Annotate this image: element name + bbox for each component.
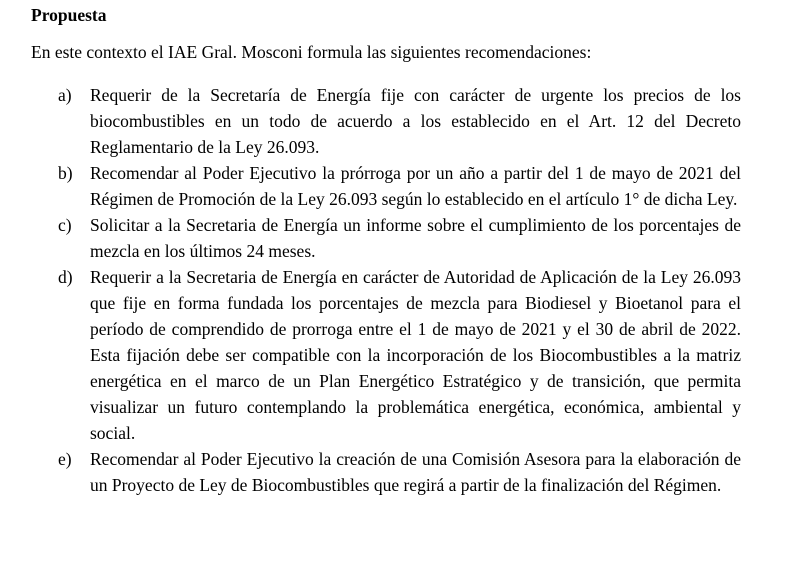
item-label: d) <box>58 267 73 287</box>
section-heading: Propuesta <box>31 5 107 25</box>
item-text: Requerir a la Secretaria de Energía en carácter de Autoridad de Aplicación de la Ley 26.093 que fije en forma fundada los porcentajes de mezcla para Biodiesel y Bioetanol para el período de comprendido de prorroga entre el 1 de mayo de 2021 y el 30 de abril de 2022. Esta fijación debe ser compatible con la incorporación de los Biocombustibles a la matriz energética en el marco de un Plan Energético Estratégico y de transición, que permita visualizar un futuro contemplando la problemática energética, económica, ambiental y social. <box>90 267 741 443</box>
recommendations-list <box>58 82 741 498</box>
item-label: b) <box>58 163 73 183</box>
item-text: Recomendar al Poder Ejecutivo la creación de una Comisión Asesora para la elaboración de un Proyecto de Ley de Biocombustibles que regirá a partir de la finalización del Régimen. <box>90 449 741 495</box>
item-label: c) <box>58 215 72 235</box>
list-item <box>58 264 741 446</box>
item-text: Recomendar al Poder Ejecutivo la prórroga por un año a partir del 1 de mayo de 2021 del Régimen de Promoción de la Ley 26.093 según lo establecido en el artículo 1° de dicha Ley. <box>90 163 741 209</box>
item-label: a) <box>58 85 72 105</box>
item-label: e) <box>58 449 72 469</box>
intro-paragraph: En este contexto el IAE Gral. Mosconi formula las siguientes recomendaciones: <box>31 42 592 62</box>
list-item <box>58 212 741 264</box>
item-text: Requerir de la Secretaría de Energía fije con carácter de urgente los precios de los biocombustibles en un todo de acuerdo a los establecido en el Art. 12 del Decreto Reglamentario de la Ley 26.093. <box>90 85 741 157</box>
list-item <box>58 160 741 212</box>
item-text: Solicitar a la Secretaria de Energía un informe sobre el cumplimiento de los porcentajes de mezcla en los últimos 24 meses. <box>90 215 741 261</box>
list-item <box>58 82 741 160</box>
list-item <box>58 446 741 498</box>
